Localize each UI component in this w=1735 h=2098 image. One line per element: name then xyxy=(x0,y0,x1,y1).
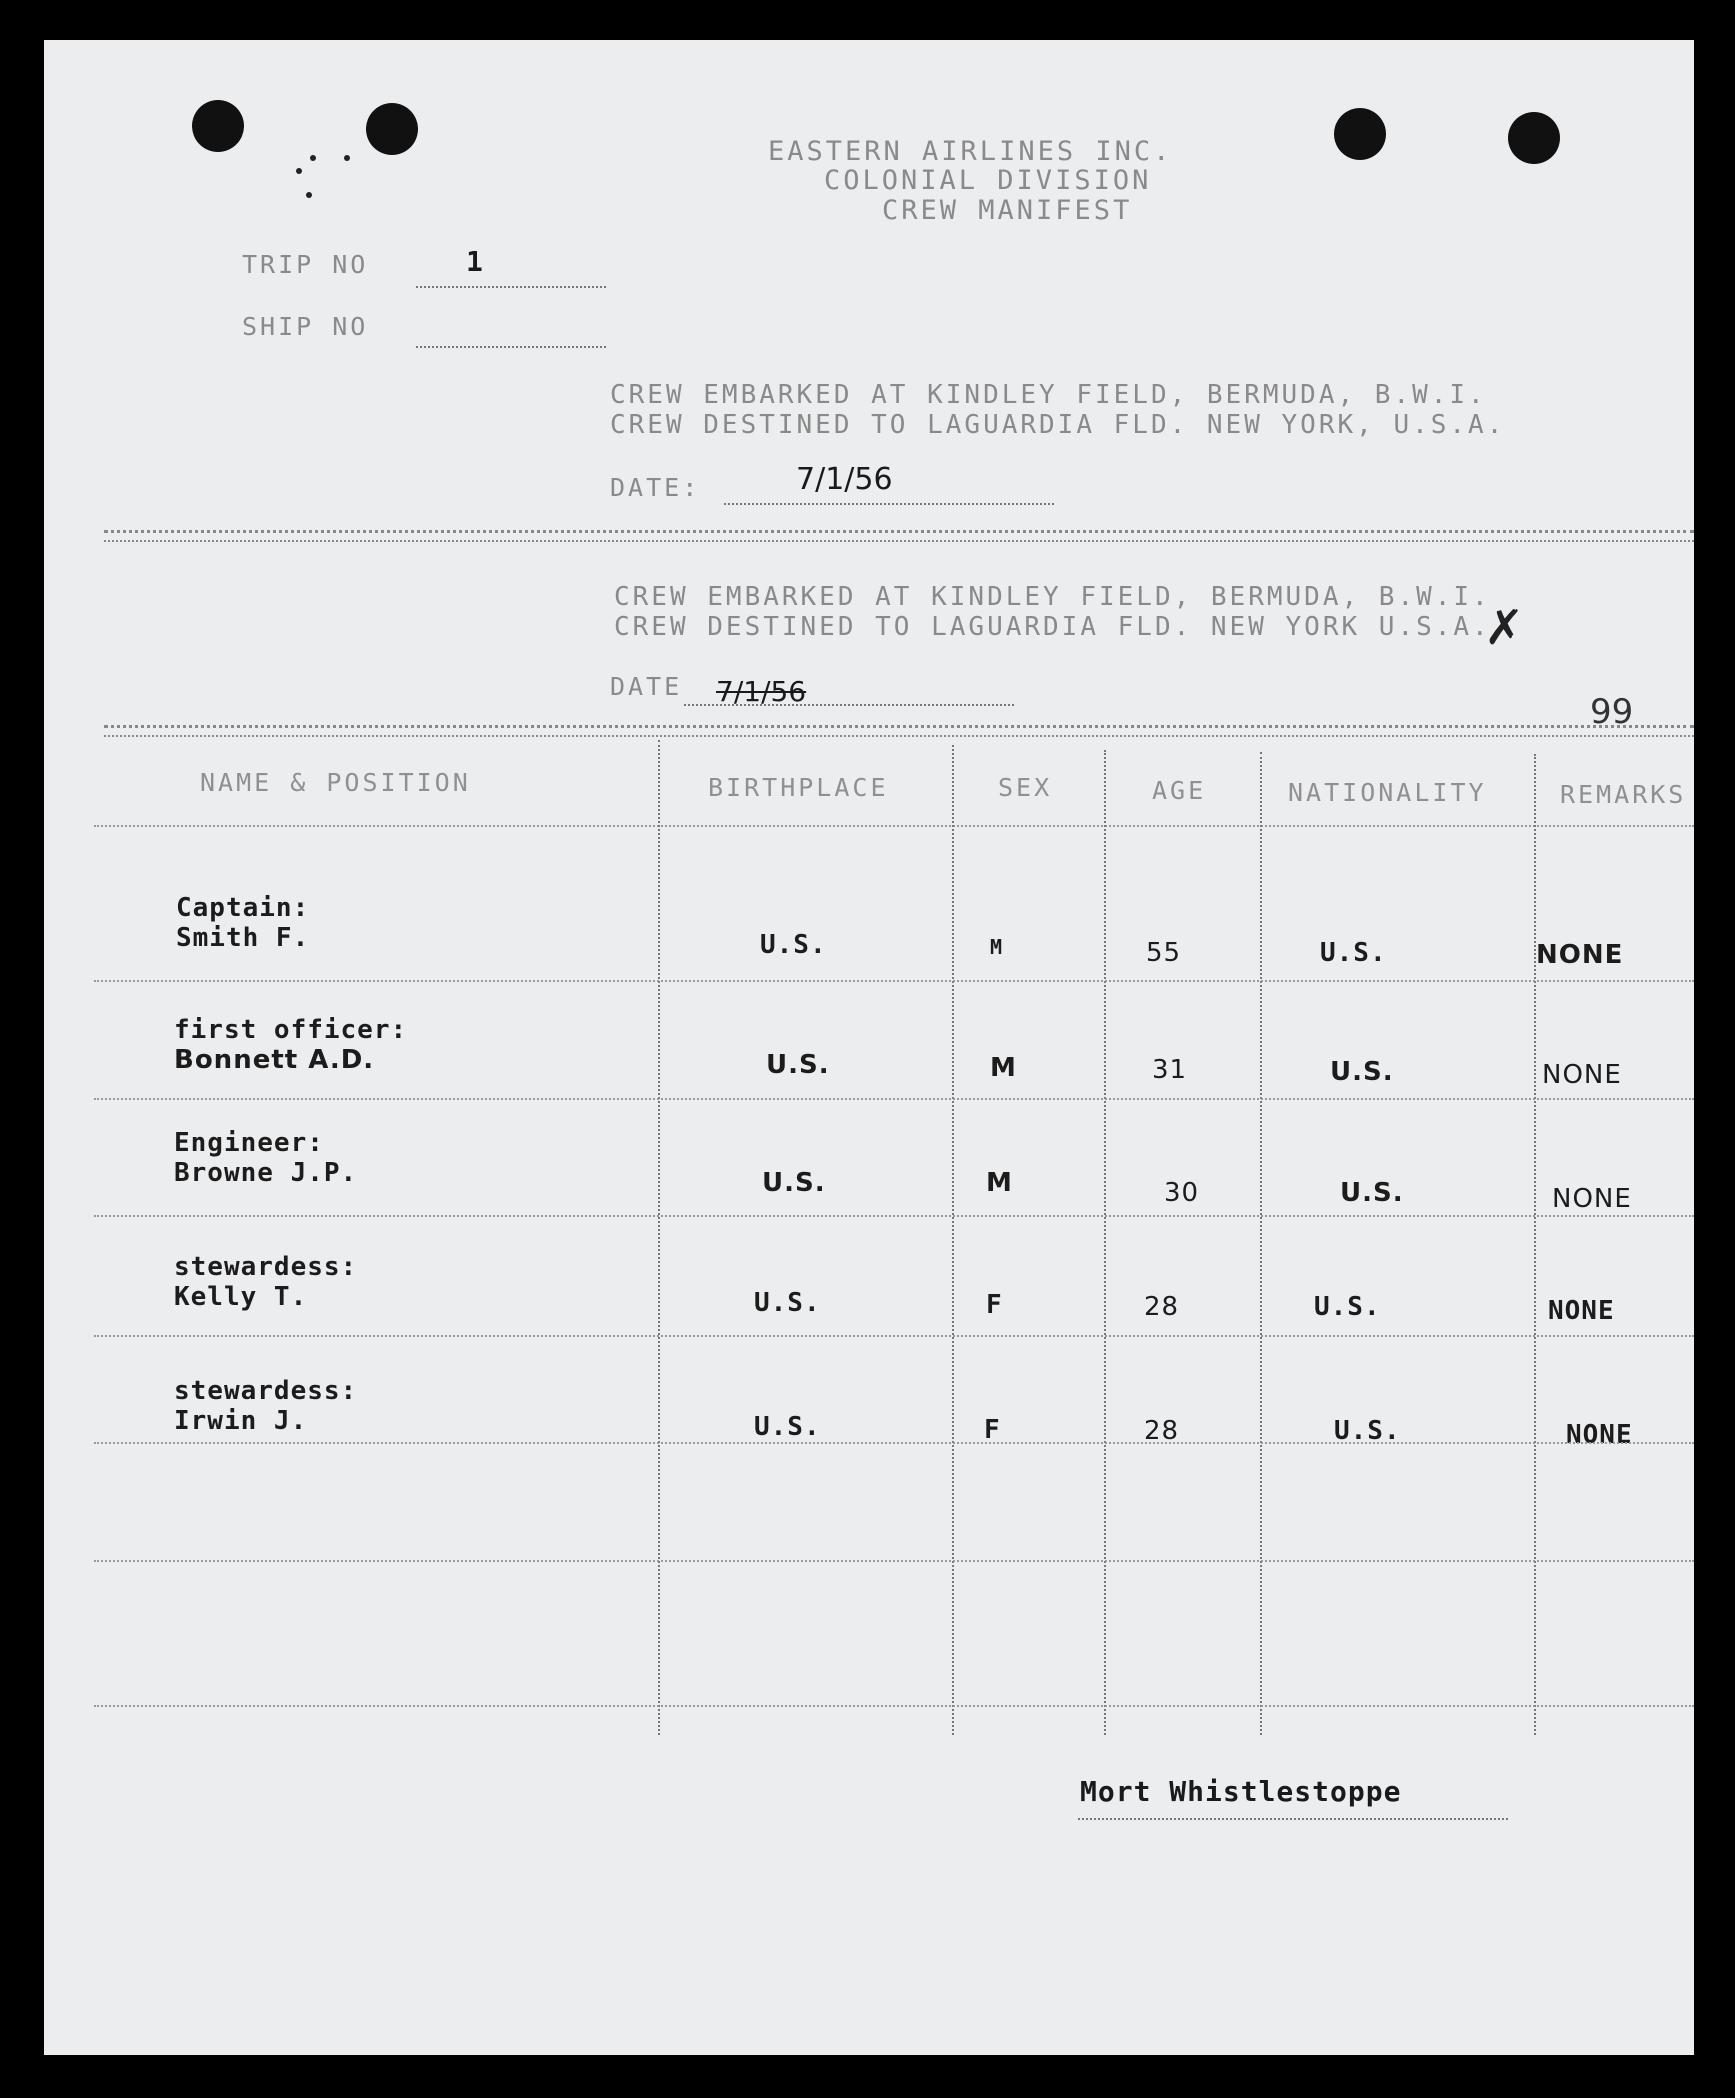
trip-no-underline xyxy=(416,286,606,288)
row-name: Kelly T. xyxy=(174,1282,308,1312)
row-name: Irwin J. xyxy=(174,1406,308,1436)
row-nationality: U.S. xyxy=(1334,1416,1401,1446)
company-name: EASTERN AIRLINES INC. xyxy=(768,136,1173,167)
column-rule xyxy=(1104,750,1106,1735)
row-rule xyxy=(94,1705,1694,1707)
section-divider xyxy=(104,540,1694,542)
row-name: Browne J.P. xyxy=(174,1158,358,1188)
row-nationality: U.S. xyxy=(1340,1178,1404,1208)
header-name-position: NAME & POSITION xyxy=(200,768,471,797)
header-sex: SEX xyxy=(998,773,1053,802)
ink-speck xyxy=(344,155,350,161)
row-birthplace: U.S. xyxy=(762,1168,826,1198)
row-sex: M xyxy=(986,1168,1013,1198)
row-name: Smith F. xyxy=(176,923,310,953)
row-sex: F xyxy=(986,1290,1003,1320)
date-underline-2 xyxy=(684,704,1014,706)
row-position: Engineer: xyxy=(174,1128,324,1158)
ink-speck xyxy=(310,155,316,161)
header-age: AGE xyxy=(1152,776,1207,805)
ship-no-label: SHIP NO xyxy=(242,312,369,341)
section-divider xyxy=(104,530,1694,533)
embarked-line-2: CREW EMBARKED AT KINDLEY FIELD, BERMUDA, B.W.I. xyxy=(614,582,1491,612)
destined-line-2: CREW DESTINED TO LAGUARDIA FLD. NEW YORK U.S.A. xyxy=(614,612,1491,642)
signature: Mort Whistlestoppe xyxy=(1080,1775,1402,1808)
punch-hole xyxy=(366,103,418,155)
trip-no-value: 1 xyxy=(466,245,483,278)
row-nationality: U.S. xyxy=(1330,1057,1394,1087)
row-rule xyxy=(94,1442,1694,1444)
signature-underline xyxy=(1078,1818,1508,1820)
punch-hole xyxy=(192,100,244,152)
row-age: 28 xyxy=(1144,1292,1180,1322)
column-rule xyxy=(658,740,660,1735)
header-nationality: NATIONALITY xyxy=(1288,778,1487,807)
row-age: 31 xyxy=(1152,1055,1188,1085)
check-mark: ✗ xyxy=(1484,600,1525,656)
row-rule xyxy=(94,1335,1694,1337)
date-underline-1 xyxy=(724,503,1054,505)
division-name: COLONIAL DIVISION xyxy=(824,165,1152,196)
row-position: stewardess: xyxy=(174,1252,358,1282)
row-birthplace: U.S. xyxy=(766,1050,830,1080)
row-age: 55 xyxy=(1146,938,1182,968)
column-rule xyxy=(952,745,954,1735)
row-position: Captain: xyxy=(176,893,310,923)
row-rule xyxy=(94,1098,1694,1100)
row-remarks: NONE xyxy=(1542,1060,1622,1090)
row-birthplace: U.S. xyxy=(754,1412,821,1442)
table-top-rule xyxy=(104,725,1694,728)
column-rule xyxy=(1534,754,1536,1735)
row-rule xyxy=(94,980,1694,982)
row-birthplace: U.S. xyxy=(754,1288,821,1318)
row-remarks: NONE xyxy=(1536,940,1624,970)
row-name: Bonnett A.D. xyxy=(174,1045,375,1075)
row-sex: M xyxy=(990,935,1004,959)
row-remarks: NONE xyxy=(1548,1296,1615,1326)
row-nationality: U.S. xyxy=(1314,1292,1381,1322)
header-bottom-rule xyxy=(94,825,1694,827)
row-sex: M xyxy=(990,1053,1017,1083)
date-label-2: DATE xyxy=(610,672,683,701)
ship-no-underline xyxy=(416,346,606,348)
ink-speck xyxy=(296,168,302,174)
table-top-rule xyxy=(104,735,1694,737)
row-sex: F xyxy=(984,1415,1001,1445)
row-remarks: NONE xyxy=(1552,1184,1632,1214)
trip-no-label: TRIP NO xyxy=(242,250,369,279)
punch-hole xyxy=(1334,108,1386,160)
header-remarks: REMARKS xyxy=(1560,780,1687,809)
form-title: CREW MANIFEST xyxy=(882,195,1133,226)
row-remarks: NONE xyxy=(1566,1420,1633,1450)
manifest-sheet xyxy=(44,40,1694,2055)
row-age: 30 xyxy=(1164,1178,1200,1208)
row-position: first officer: xyxy=(174,1015,408,1045)
row-rule xyxy=(94,1560,1694,1562)
date-value-1: 7/1/56 xyxy=(796,462,893,497)
page-number: 99 xyxy=(1590,692,1634,732)
row-position: stewardess: xyxy=(174,1376,358,1406)
punch-hole xyxy=(1508,112,1560,164)
date-value-2: 7/1/56 xyxy=(716,675,807,708)
row-nationality: U.S. xyxy=(1320,938,1387,968)
row-age: 28 xyxy=(1144,1416,1180,1446)
row-rule xyxy=(94,1215,1694,1217)
embarked-line-1: CREW EMBARKED AT KINDLEY FIELD, BERMUDA, B.W.I. xyxy=(610,380,1487,410)
destined-line-1: CREW DESTINED TO LAGUARDIA FLD. NEW YORK, U.S.A. xyxy=(610,410,1506,440)
column-rule xyxy=(1260,752,1262,1735)
ink-speck xyxy=(306,192,312,198)
header-birthplace: BIRTHPLACE xyxy=(708,773,889,802)
row-birthplace: U.S. xyxy=(760,930,827,960)
date-label-1: DATE: xyxy=(610,473,701,502)
